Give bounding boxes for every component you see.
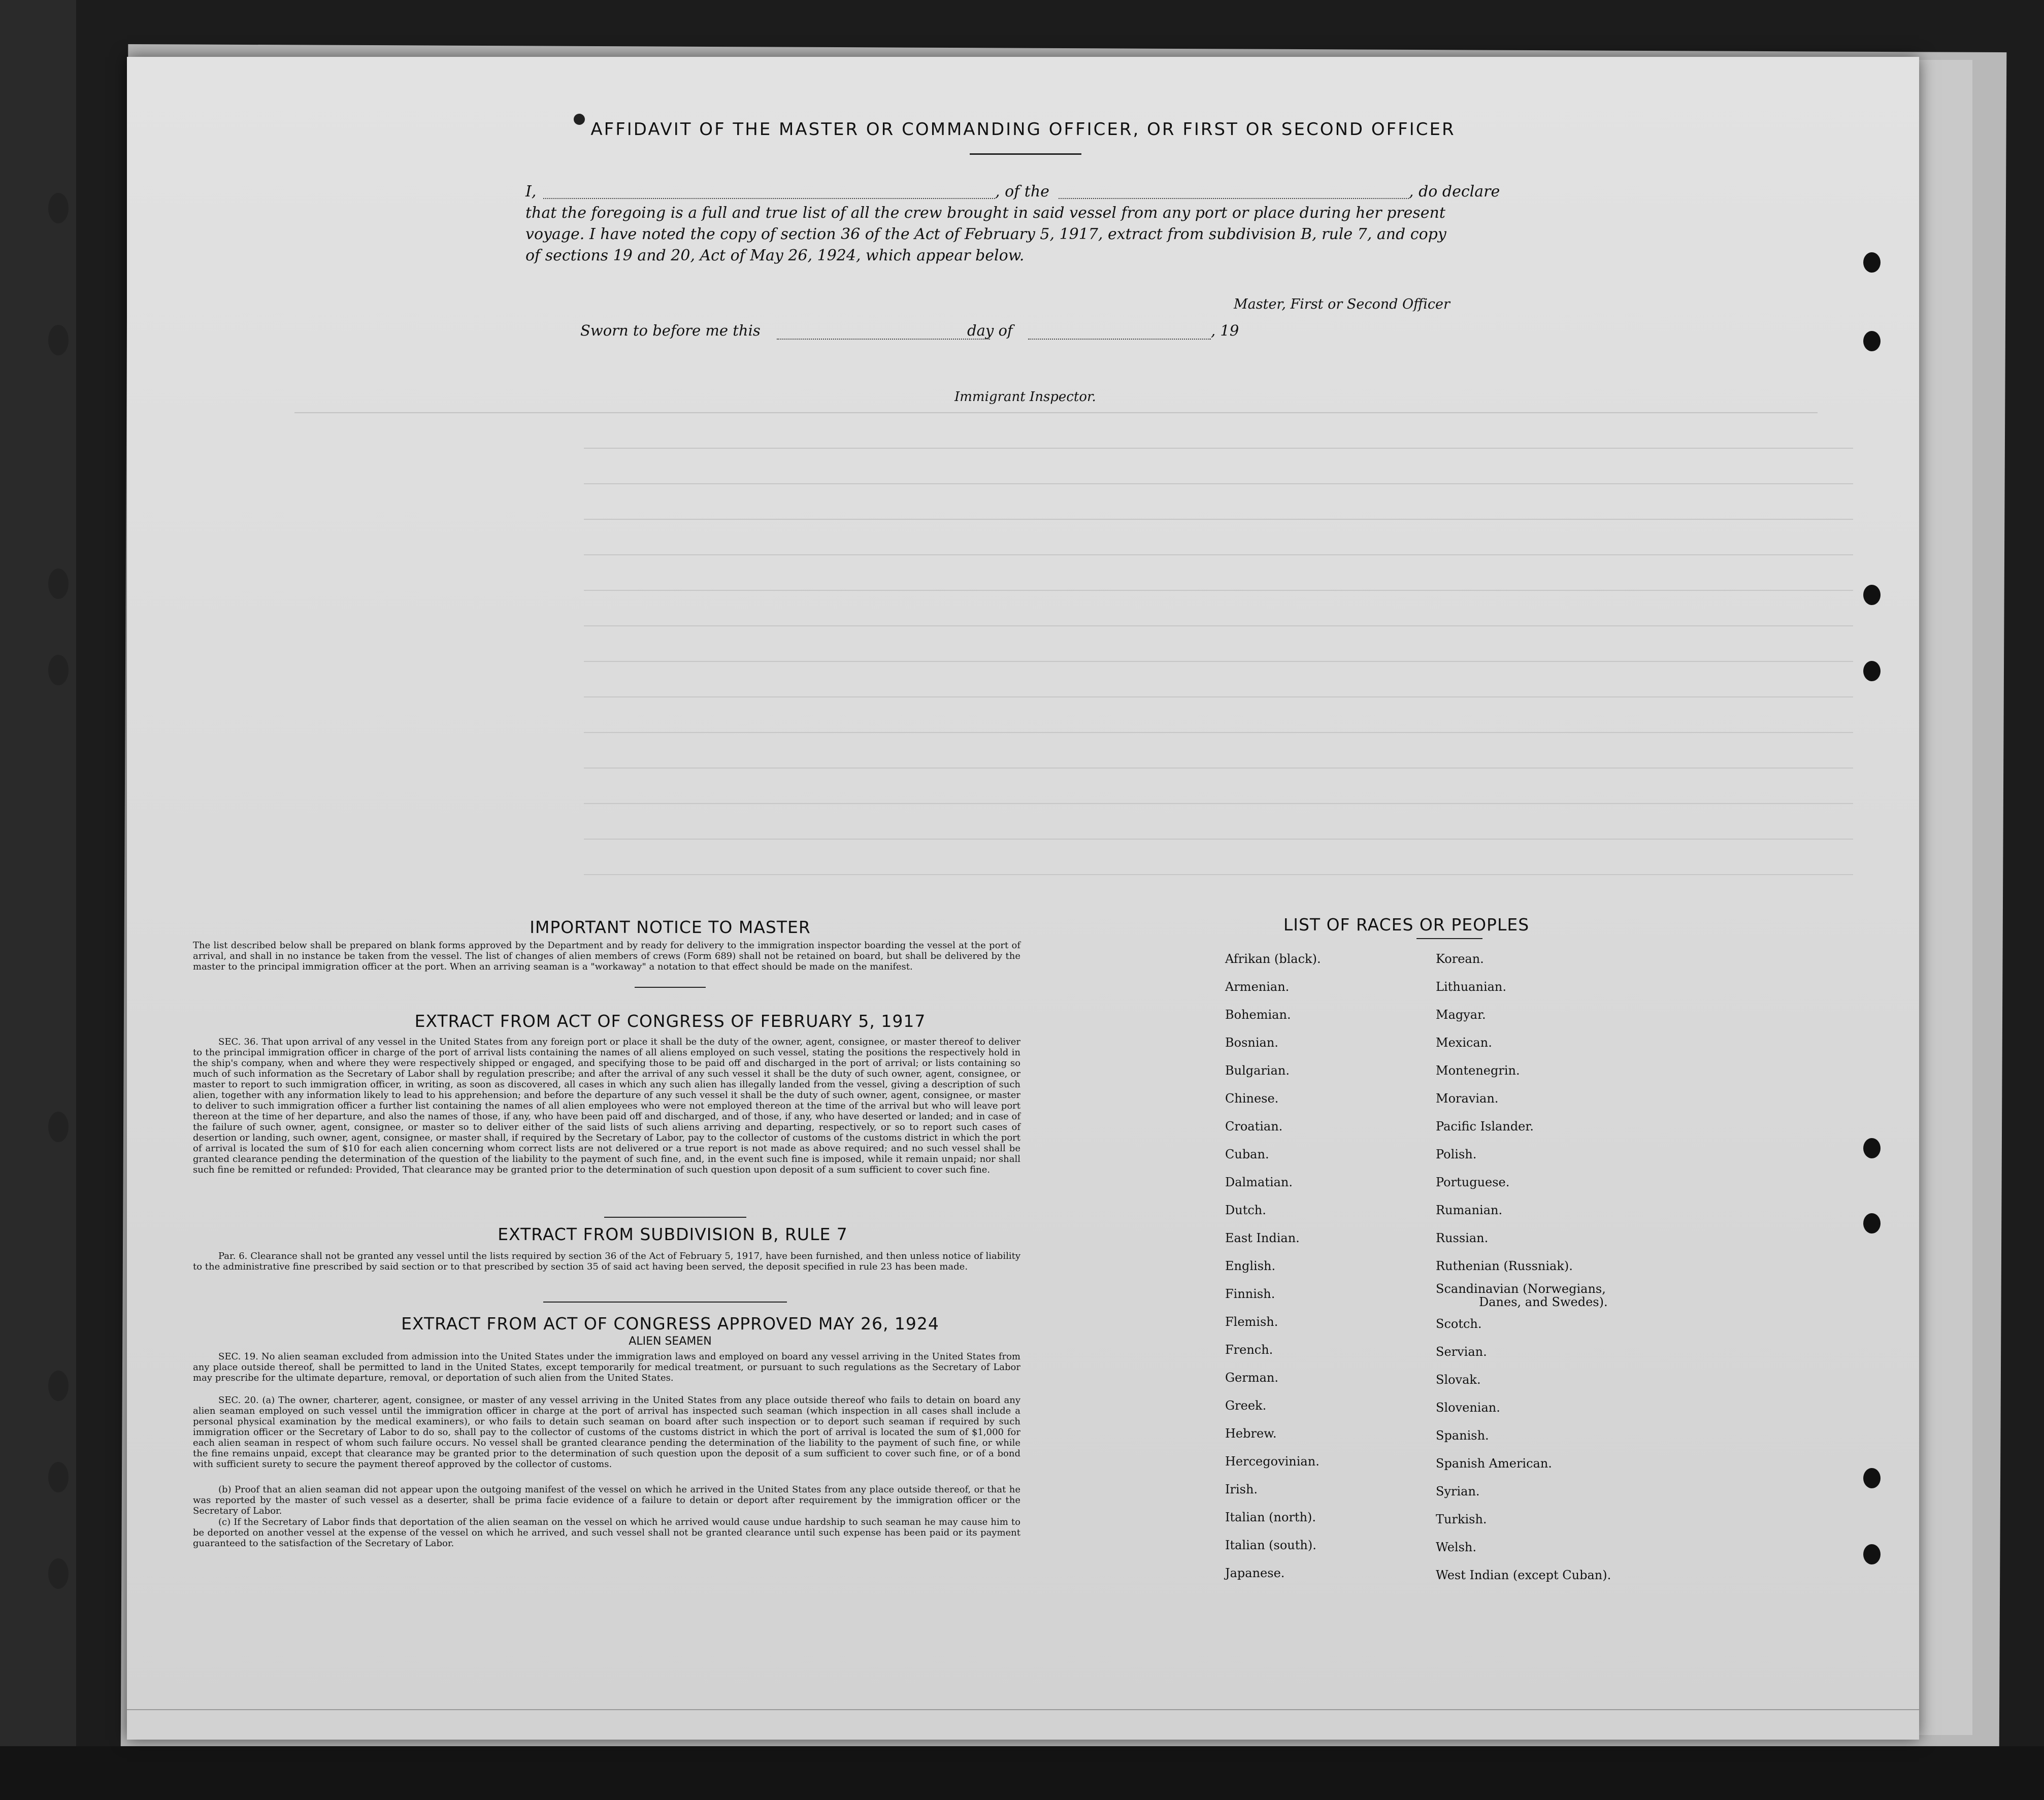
- sworn-prefix: Sworn to before me this: [580, 322, 761, 339]
- ghost-row: [584, 839, 1853, 853]
- punch-hole-icon: [1863, 1138, 1881, 1158]
- notice-divider: [635, 987, 706, 988]
- race-item: Chinese.: [1225, 1091, 1279, 1106]
- race-item: Slovenian.: [1436, 1401, 1500, 1415]
- race-item: French.: [1225, 1343, 1273, 1357]
- binder-hole-icon: [48, 1112, 69, 1142]
- race-item: Hercegovinian.: [1225, 1454, 1320, 1469]
- race-item: Finnish.: [1225, 1287, 1275, 1301]
- scan-edge-left: [0, 0, 76, 1800]
- extract-1917-divider: [604, 1217, 746, 1218]
- race-item-line: Scandinavian (Norwegians,: [1436, 1282, 1606, 1296]
- race-item: Afrikan (black).: [1225, 952, 1321, 966]
- affidavit-line1-i: I,: [525, 183, 537, 201]
- race-item: Irish.: [1225, 1482, 1258, 1496]
- notice-text: The list described below shall be prepared on blank forms approved by the Department and by ready for delivery to the immigration inspector boarding the vessel at the port of arrival, and shall in no instance be taken from the vessel. The list of changes of alien members of crews (Form 689) shall not be retained on board, but shall be delivered by the master to the principal immigration officer at the port. When an arriving seaman is a "workaway" a notation to that effect should be made on the manifest.: [193, 940, 1020, 972]
- race-item: Montenegrin.: [1436, 1063, 1520, 1078]
- races-right-column: [1436, 945, 1611, 1589]
- race-item: Bosnian.: [1225, 1036, 1278, 1050]
- extract-1924-subtitle: ALIEN SEAMEN: [629, 1335, 712, 1348]
- inspector-label: Immigrant Inspector.: [954, 389, 1096, 405]
- right-sheet-strip: [1919, 60, 1972, 1735]
- race-item: Scotch.: [1436, 1317, 1482, 1331]
- punch-hole-icon: [1863, 585, 1881, 605]
- race-item: Japanese.: [1225, 1566, 1285, 1580]
- binder-hole-icon: [48, 325, 69, 355]
- races-title: LIST OF RACES OR PEOPLES: [1283, 915, 1530, 935]
- race-item: Dalmatian.: [1225, 1175, 1293, 1189]
- ghost-row: [584, 768, 1853, 782]
- ghost-row: [584, 874, 1853, 888]
- race-item: Hebrew.: [1225, 1426, 1277, 1441]
- ghost-row: [584, 661, 1853, 675]
- race-item: Pacific Islander.: [1436, 1119, 1534, 1134]
- race-item: Welsh.: [1436, 1540, 1476, 1554]
- sworn-day-blank: [777, 339, 990, 340]
- ghost-row: [584, 519, 1853, 533]
- binder-hole-icon: [48, 1462, 69, 1492]
- ghost-row: [584, 732, 1853, 746]
- race-item-line: Danes, and Swedes).: [1479, 1295, 1608, 1309]
- sworn-day-of: day of: [967, 322, 1013, 339]
- affidavit-title: AFFIDAVIT OF THE MASTER OR COMMANDING OFFICER, OR FIRST OR SECOND OFFICER: [590, 119, 1456, 140]
- punch-hole-icon: [1863, 331, 1881, 351]
- race-item: Greek.: [1225, 1398, 1267, 1413]
- sworn-year: , 19: [1211, 322, 1239, 339]
- race-item: Servian.: [1436, 1345, 1487, 1359]
- race-item: Cuban.: [1225, 1147, 1269, 1161]
- extract-1924-title: EXTRACT FROM ACT OF CONGRESS APPROVED MAY 26, 1924: [401, 1314, 939, 1334]
- rule7-divider: [543, 1302, 787, 1303]
- scan-edge-bottom: [0, 1746, 2044, 1800]
- ghost-row: [584, 483, 1853, 497]
- affidavit-line1-of-the: , of the: [995, 183, 1049, 201]
- ghost-row: [584, 625, 1853, 640]
- race-item: Mexican.: [1436, 1036, 1492, 1050]
- punch-hole-icon: [1863, 1213, 1881, 1234]
- race-item: Korean.: [1436, 952, 1484, 966]
- notice-title: IMPORTANT NOTICE TO MASTER: [530, 917, 811, 937]
- race-item: Italian (south).: [1225, 1538, 1316, 1552]
- races-left-column: [1225, 945, 1321, 1587]
- race-item: West Indian (except Cuban).: [1436, 1568, 1611, 1582]
- sec19-text: SEC. 19. No alien seaman excluded from admission into the United States under the immigration laws and employed on board any vessel arriving in the United States from any place outside thereof, shall be permitted to land in the United States, except temporarily for medical treatment, or pursuant to such regulations as the Secretary of Labor may prescribe for the ultimate departure, removal, or deportation of such alien from the United States.: [193, 1351, 1020, 1383]
- sec20c-text: (c) If the Secretary of Labor finds that deportation of the alien seaman on the vessel on which he arrived would cause undue hardship to such seaman he may cause him to be deported on another vessel at the expense of the vessel on which he arrived, and such vessel shall not be granted clearance until such expense has been paid or its payment guaranteed to the satisfaction of the Secretary of Labor.: [193, 1517, 1020, 1549]
- race-item: Italian (north).: [1225, 1510, 1316, 1524]
- ghost-row: [584, 554, 1853, 569]
- race-item: Portuguese.: [1436, 1175, 1510, 1189]
- signature-label: Master, First or Second Officer: [1234, 296, 1450, 312]
- race-item: East Indian.: [1225, 1231, 1300, 1245]
- sworn-month-blank: [1028, 339, 1211, 340]
- vessel-blank: [1059, 198, 1409, 199]
- binder-hole-icon: [48, 193, 69, 223]
- race-item: Syrian.: [1436, 1484, 1480, 1498]
- ghost-row: [584, 803, 1853, 817]
- affidavit-line3: voyage. I have noted the copy of section 36 of the Act of February 5, 1917, extract from subdivision B, rule 7, and copy: [525, 225, 1446, 243]
- race-item: Moravian.: [1436, 1091, 1499, 1106]
- affidavit-line1-declare: , do declare: [1409, 183, 1500, 201]
- races-title-underline: [1416, 938, 1482, 939]
- binder-hole-icon: [48, 1371, 69, 1401]
- race-item: Dutch.: [1225, 1203, 1266, 1217]
- race-item: Croatian.: [1225, 1119, 1283, 1134]
- race-item: Slovak.: [1436, 1373, 1481, 1387]
- extract-1917-title: EXTRACT FROM ACT OF CONGRESS OF FEBRUARY 5, 1917: [414, 1011, 926, 1031]
- race-item: Armenian.: [1225, 980, 1290, 994]
- punch-hole-icon: [1863, 1468, 1881, 1488]
- race-item: Lithuanian.: [1436, 980, 1507, 994]
- punch-hole-icon: [1863, 1544, 1881, 1564]
- page-bottom-line: [127, 1709, 1919, 1710]
- race-item: Bohemian.: [1225, 1008, 1291, 1022]
- race-item-scandinavian: [1436, 1280, 1611, 1310]
- race-item: Spanish American.: [1436, 1456, 1552, 1471]
- rule7-title: EXTRACT FROM SUBDIVISION B, RULE 7: [498, 1224, 848, 1244]
- race-item: German.: [1225, 1371, 1278, 1385]
- sec20b-text: (b) Proof that an alien seaman did not appear upon the outgoing manifest of the vessel on which he arrived in the United States from any place outside thereof, or that he was reported by the master of such vessel as a deserter, shall be prima facie evidence of a failure to detain or deport after requirement by the immigration officer or the Secretary of Labor.: [193, 1484, 1020, 1516]
- binder-hole-icon: [48, 1558, 69, 1589]
- ghost-row: [584, 448, 1853, 462]
- punch-hole-icon: [1863, 661, 1881, 681]
- extract-1917-text: SEC. 36. That upon arrival of any vessel in the United States from any foreign port or place it shall be the duty of the owner, agent, consignee, or master thereof to deliver to the principal immigration officer in charge of the port of arrival lists containing the names of all aliens employed on such vessel, stating the positions the respectively hold in the ship's company, when and where they were respectively shipped or engaged, and specifying those to be paid off and discharged in the port of arrival; or lists containing so much of such information as the Secretary of Labor shall by regulation prescribe; and after the arrival of any such vessel it shall be the duty of such owner, agent, consignee, or master to report to such immigration officer, in writing, as soon as discovered, all cases in which any such alien has illegally landed from the vessel, giving a description of such alien, together with any information likely to lead to his apprehension; and before the departure of any such vessel it shall be the duty of such owner, agent, consignee, or master to deliver to such immigration officer a further list containing the names of all alien employees who were not employed thereon at the time of the arrival but who will leave port thereon at the time of her departure, and also the names of those, if any, who have been paid off and discharged, and of those, if any, who have deserted or landed; and in case of the failure of such owner, agent, consignee, or master so to deliver either of the said lists of such aliens arriving and departing, respectively, or so to report such cases of desertion or landing, such owner, agent, consignee, or master shall, if required by the Secretary of Labor, pay to the collector of customs of the customs district in which the port of arrival is located the sum of $10 for each alien concerning whom correct lists are not delivered or a true report is not made as above required; and no such vessel shall be granted clearance pending the determination of the question of the liability to the payment of such fine, and, in the event such fine is imposed, while it remain unpaid; nor shall such fine be remitted or refunded: Provided, That clearance may be granted prior to the determination of such question upon deposit of a sum sufficient to cover such fine.: [193, 1037, 1020, 1175]
- race-item: Turkish.: [1436, 1512, 1487, 1526]
- ghost-row: [584, 590, 1853, 604]
- rule7-text: Par. 6. Clearance shall not be granted any vessel until the lists required by section 36 of the Act of February 5, 1917, have been furnished, and then unless notice of liability to the administrative fine prescribed by said section or to that prescribed by section 35 of said act having been served, the deposit specified in rule 23 has been made.: [193, 1251, 1020, 1272]
- race-item: Bulgarian.: [1225, 1063, 1290, 1078]
- race-item: Russian.: [1436, 1231, 1489, 1245]
- manifest-page: [127, 57, 1919, 1740]
- race-item: Spanish.: [1436, 1428, 1489, 1443]
- ghost-row: [584, 696, 1853, 711]
- race-item: English.: [1225, 1259, 1276, 1273]
- binder-hole-icon: [48, 569, 69, 599]
- race-item: Ruthenian (Russniak).: [1436, 1259, 1573, 1273]
- punch-hole-icon: [1863, 252, 1881, 273]
- name-blank: [543, 198, 995, 199]
- ghost-row: [294, 412, 1818, 426]
- affidavit-line4: of sections 19 and 20, Act of May 26, 1924, which appear below.: [525, 247, 1025, 264]
- title-underline: [970, 153, 1081, 155]
- binder-hole-icon: [48, 655, 69, 685]
- race-item: Rumanian.: [1436, 1203, 1503, 1217]
- race-item: Flemish.: [1225, 1315, 1278, 1329]
- affidavit-line2: that the foregoing is a full and true list of all the crew brought in said vessel from any port or place during her present: [525, 204, 1445, 222]
- sec20a-text: SEC. 20. (a) The owner, charterer, agent, consignee, or master of any vessel arriving in the United States from any place outside thereof who fails to detain on board any alien seaman employed on such vessel until the immigration officer in charge at the port of arrival has inspected such seaman (which inspection in all cases shall include a personal physical examination by the medical examiners), or who fails to detain such seaman on board after such inspection or to deport such seaman if required by such immigration officer or the Secretary of Labor to do so, shall pay to the collector of customs of the customs district in which the port of arrival is located the sum of $1,000 for each alien seaman in respect of whom such failure occurs. No vessel shall be granted clearance pending the determination of the liability to the payment of such fine, or while the fine remains unpaid, except that clearance may be granted prior to the determination of such question upon the deposit of a sum sufficient to cover such fine, or of a bond with sufficient surety to secure the payment thereof approved by the collector of customs.: [193, 1395, 1020, 1470]
- race-item: Magyar.: [1436, 1008, 1486, 1022]
- race-item: Polish.: [1436, 1147, 1477, 1161]
